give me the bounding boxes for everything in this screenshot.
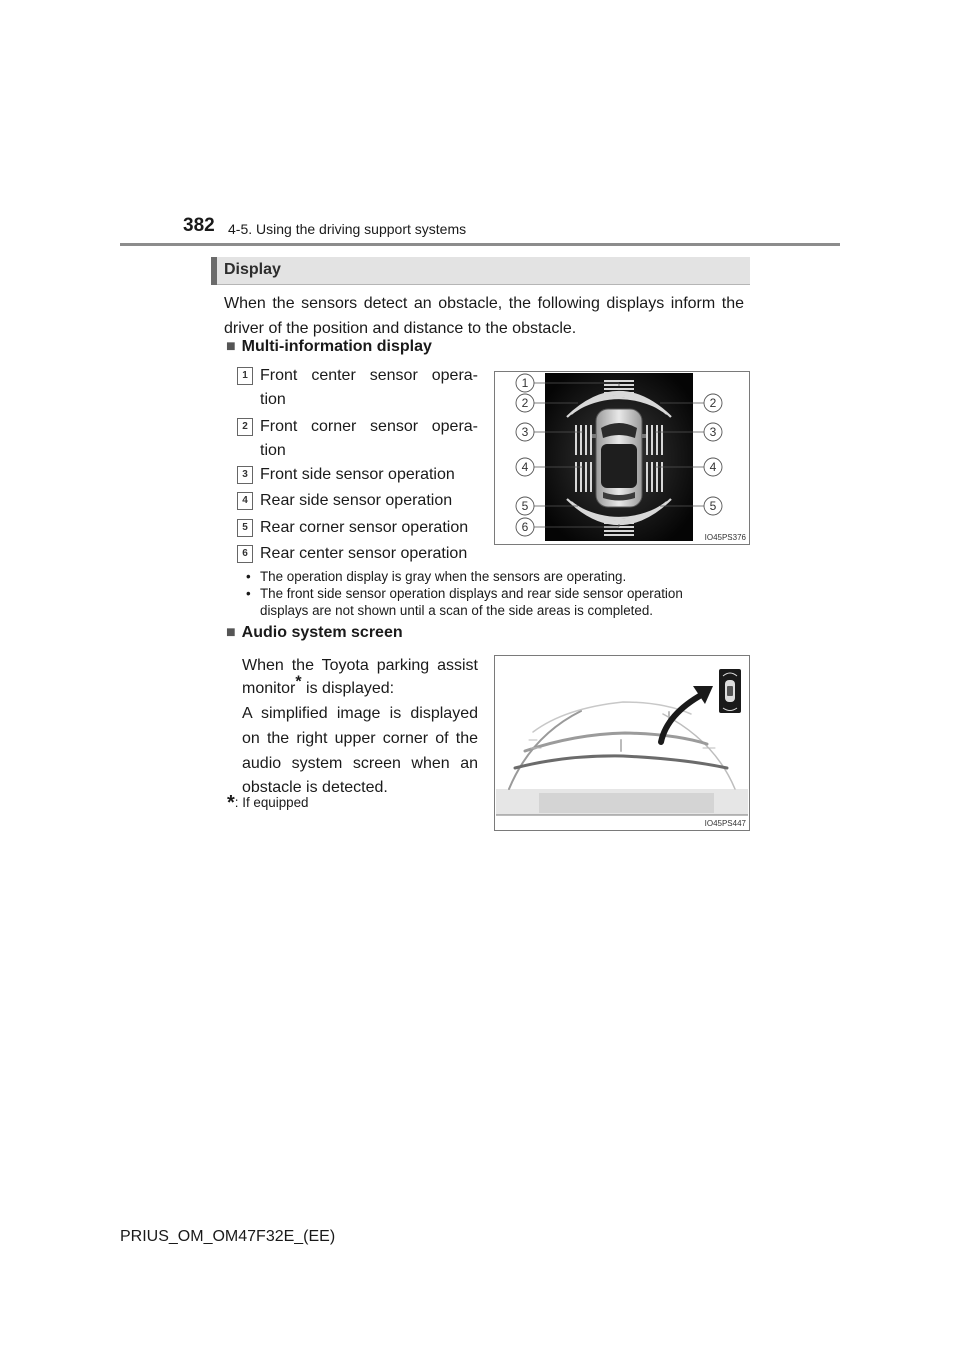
audio-system-screen-figure <box>494 655 750 831</box>
legend-text: Front side sensor operation <box>260 466 455 483</box>
audio-text-line: monitor* is displayed: <box>242 673 395 697</box>
footer-document-code: PRIUS_OM_OM47F32E_(EE) <box>120 1228 336 1245</box>
callout-label: 6 <box>521 520 529 534</box>
mid-subheading <box>226 338 432 356</box>
sensor-display-illustration <box>495 372 749 544</box>
audio-text-line: A simplified image is displayed <box>242 705 478 722</box>
callout-label: 5 <box>709 499 717 513</box>
figure-code: IO45PS376 <box>704 533 746 542</box>
mid-subheading-label: Multi-information display <box>241 338 432 355</box>
legend-text: Front center sensor opera- <box>260 367 478 384</box>
figure-code: IO45PS447 <box>704 819 746 828</box>
multi-information-display-figure <box>494 371 750 545</box>
callout-label: 5 <box>521 499 529 513</box>
audio-subheading-label: Audio system screen <box>241 624 403 641</box>
car-icon <box>592 409 646 507</box>
callout-label: 2 <box>709 396 717 410</box>
callout-label: 3 <box>709 425 717 439</box>
legend-text: Rear center sensor operation <box>260 545 468 562</box>
audio-text-line: on the right upper corner of the <box>242 730 478 747</box>
audio-text-line: audio system screen when an <box>242 755 478 772</box>
note-bullet: • <box>246 569 251 584</box>
legend-text: tion <box>260 391 286 408</box>
display-heading-label: Display <box>224 261 281 278</box>
legend-number: 5 <box>237 519 253 537</box>
legend-text: Rear side sensor operation <box>260 492 453 509</box>
audio-text-line: When the Toyota parking assist <box>242 657 478 674</box>
note-text: displays are not shown until a scan of the side areas is completed. <box>260 603 654 618</box>
page-number: 382 <box>183 215 215 236</box>
header-rule <box>120 243 840 246</box>
heading-accent-bar <box>211 257 217 285</box>
legend-number: 2 <box>237 418 253 436</box>
legend-text: tion <box>260 442 286 459</box>
callout-label: 4 <box>709 460 717 474</box>
audio-text-line: obstacle is detected. <box>242 779 388 796</box>
note-text: The front side sensor operation displays and rear side sensor operation <box>260 586 683 601</box>
note-text: The operation display is gray when the sensors are operating. <box>260 569 627 584</box>
legend-number: 4 <box>237 492 253 510</box>
callout-label: 2 <box>521 396 529 410</box>
audio-screen-illustration <box>495 656 749 830</box>
callout-label: 3 <box>521 425 529 439</box>
legend-number: 3 <box>237 466 253 484</box>
simplified-car-icon <box>719 669 741 713</box>
callout-label: 4 <box>521 460 529 474</box>
audio-subheading <box>226 624 403 642</box>
intro-paragraph: When the sensors detect an obstacle, the following displays inform the driver of the position and distance to the obstacle. <box>224 295 744 337</box>
note-bullet: • <box>246 586 251 601</box>
callout-label: 1 <box>521 376 529 390</box>
legend-number: 6 <box>237 545 253 563</box>
legend-text: Front corner sensor opera- <box>260 418 478 435</box>
footnote: *: If equipped <box>227 792 309 814</box>
section-title: 4-5. Using the driving support systems <box>228 221 467 237</box>
square-bullet-icon: ■ <box>226 338 236 355</box>
legend-text: Rear corner sensor operation <box>260 519 469 536</box>
display-section-heading <box>211 257 750 285</box>
legend-number: 1 <box>237 367 253 385</box>
square-bullet-icon: ■ <box>226 624 236 641</box>
